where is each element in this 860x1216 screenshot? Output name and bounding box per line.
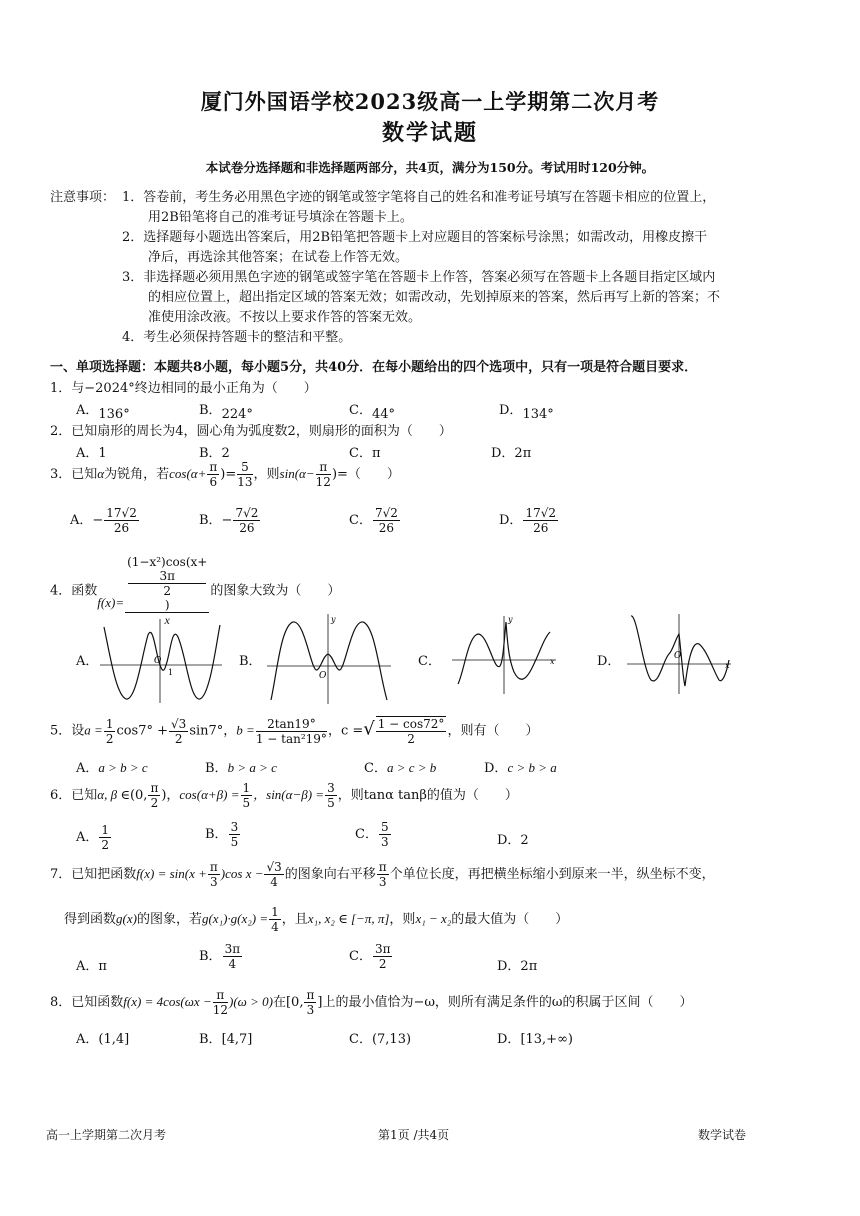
q2-option-c: C．π — [349, 446, 381, 461]
q4-option-d: D． — [597, 654, 621, 669]
q4-option-a: A． — [76, 654, 99, 669]
q1-option-b: B．224° — [199, 403, 253, 422]
q2-option-b: B．2 — [199, 446, 230, 461]
q4-option-c: C． — [418, 654, 441, 669]
question-2: 2．已知扇形的周长为4，圆心角为弧度数2，则扇形的面积为（ ） — [50, 424, 452, 439]
exam-title: 厦门外国语学校2023级高一上学期第二次月考 — [200, 89, 660, 114]
q7-option-a: A．π — [76, 959, 107, 974]
q3-option-d: D． $\frac{17√2}{26}$ — [499, 506, 556, 535]
q6-option-b: B． $\frac{3}{5}$ — [205, 820, 239, 849]
question-3: 3．已知α为锐角，若cos(α+ $\frac{\pi}{6}$ )= $\frac{5}{13}$ ，则sin(α− $\frac{\pi}{12}$ )=（ ） — [50, 460, 400, 489]
q2-option-d: D．2π — [491, 446, 532, 461]
q5-option-a: A．a > b > c — [76, 760, 148, 776]
graph-b-y-label: y — [331, 615, 336, 624]
question-1: 1．与−2024°终边相同的最小正角为（ ） — [50, 381, 317, 396]
graph-a — [98, 615, 226, 705]
footer-right: 数学试卷 — [698, 1128, 747, 1142]
graph-c-x-label: x — [550, 657, 555, 666]
notice-item: 2．选择题每小题选出答案后，用2B铅笔把答题卡上对应题目的答案标号涂黑；如需改动，用橡皮擦干 — [122, 230, 708, 245]
q5-option-d: D．c > b > a — [484, 760, 557, 776]
q6-option-d: D．2 — [497, 833, 529, 848]
question-5: 5．设a = $\frac{1}{2}$ cos7° + $\frac{√3}{2}$ sin7°，b = $\frac{2\tan 19^\circ}{\text{1 − tan²19°}}$ ，c =√ $\frac{1 - \cos 72^\circ}{2}$ ，则有（ ） — [50, 716, 539, 746]
footer-page-number: 第1页 /共4页 — [378, 1128, 450, 1142]
footer-left: 高一上学期第二次月考 — [46, 1128, 167, 1142]
exam-instructions: 本试卷分选择题和非选择题两部分，共4页，满分为150分。考试用时120分钟。 — [205, 160, 655, 175]
q5-option-b: B．b > a > c — [205, 760, 277, 776]
graph-d — [625, 610, 737, 695]
notice-item: 的相应位置上，超出指定区域的答案无效；如需改动，先划掉原来的答案，然后再写上新的答案；不 — [148, 290, 721, 305]
graph-c — [450, 612, 562, 697]
question-4: 4．函数f(x)= (1−x²)cos(x+ 3π 2 ) x 的图象大致为（ ） — [50, 555, 341, 627]
notice-item: 3．非选择题必须用黑色字迹的钢笔或签字笔在答题卡上作答，答案必须写在答题卡上各题目指定区域内 — [122, 270, 716, 285]
q6-option-a: A． $\frac{1}{2}$ — [76, 823, 110, 852]
question-7-line-2: 得到函数g(x)的图象，若g(x₁)·g(x₂) = $\frac{1}{4}$ ，且x₁, x₂ ∈ [−π, π]，则x₁ − x₂的最大值为（ ） — [64, 905, 569, 934]
exam-subject: 数学试题 — [381, 120, 478, 146]
q7-option-b: B． $\frac{3\pi}{4}$ — [199, 942, 241, 971]
question-7-line-1: 7．已知把函数f(x) = sin(x + $\frac{\pi}{3}$ )cos x − $\frac{√3}{4}$ 的图象向右平移 $\frac{\pi}{3}$ 个单位长度，再把横坐标缩小到原来一半，纵坐标不变， — [50, 860, 715, 889]
graph-c-y-label: y — [508, 615, 513, 624]
q7-option-d: D．2π — [497, 959, 538, 974]
q6-option-c: C． $\frac{5}{3}$ — [355, 820, 389, 849]
q8-option-d: D．[13,+∞) — [497, 1032, 573, 1047]
notice-item: 准使用涂改液。不按以上要求作答的答案无效。 — [148, 310, 422, 325]
notice-label: 注意事项： — [50, 190, 116, 205]
graph-a-origin-label: O — [154, 656, 162, 666]
q3-option-b: B．− $\frac{7√2}{26}$ — [199, 506, 259, 535]
graph-d-x-label: x — [725, 661, 730, 670]
q8-option-a: A．(1,4] — [76, 1032, 130, 1047]
q4-option-b: B． — [239, 654, 262, 669]
q5-option-c: C．a > c > b — [364, 760, 437, 776]
q1-option-d: D．134° — [499, 403, 554, 422]
graph-d-origin-label: O — [674, 651, 682, 661]
graph-b — [265, 612, 395, 707]
q1-option-c: C．44° — [349, 403, 395, 422]
question-6: 6．已知α, β ∈(0, $\frac{\pi}{2}$ )，cos(α+β) = $\frac{1}{5}$ ，sin(α−β) = $\frac{3}{5}$ ，则tanα tanβ的值为（ ） — [50, 781, 518, 810]
notice-item: 净后，再选涂其他答案；在试卷上作答无效。 — [148, 250, 409, 265]
q8-option-b: B．[4,7] — [199, 1032, 253, 1047]
q8-option-c: C．(7,13) — [349, 1032, 412, 1047]
graph-b-origin-label: O — [319, 671, 327, 681]
graph-a-tick-label: 1 — [168, 668, 174, 677]
notice-item: 1．答卷前，考生务必用黑色字迹的钢笔或签字笔将自己的姓名和准考证号填写在答题卡相应的位置上， — [122, 190, 716, 205]
q3-option-a: A．− $\frac{17√2}{26}$ — [70, 506, 137, 535]
q7-option-c: C． $\frac{3\pi}{2}$ — [349, 942, 391, 971]
notice-item: 4．考生必须保持答题卡的整洁和平整。 — [122, 330, 352, 345]
q3-option-c: C． $\frac{7√2}{26}$ — [349, 506, 398, 535]
q1-option-a: A．136° — [76, 403, 130, 422]
notice-item: 用2B铅笔将自己的准考证号填涂在答题卡上。 — [148, 210, 413, 225]
q2-option-a: A．1 — [76, 446, 107, 461]
question-8: 8．已知函数f(x) = 4cos(ωx − $\frac{\pi}{12}$ )(ω > 0)在[0, $\frac{\pi}{3}$ ]上的最小值恰为−ω，则所有满足条件的ω的积属于区间（ ） — [50, 988, 693, 1017]
section-heading: 一、单项选择题：本题共8小题，每小题5分，共40分．在每小题给出的四个选项中，只有一项是符合题目要求． — [50, 360, 698, 375]
